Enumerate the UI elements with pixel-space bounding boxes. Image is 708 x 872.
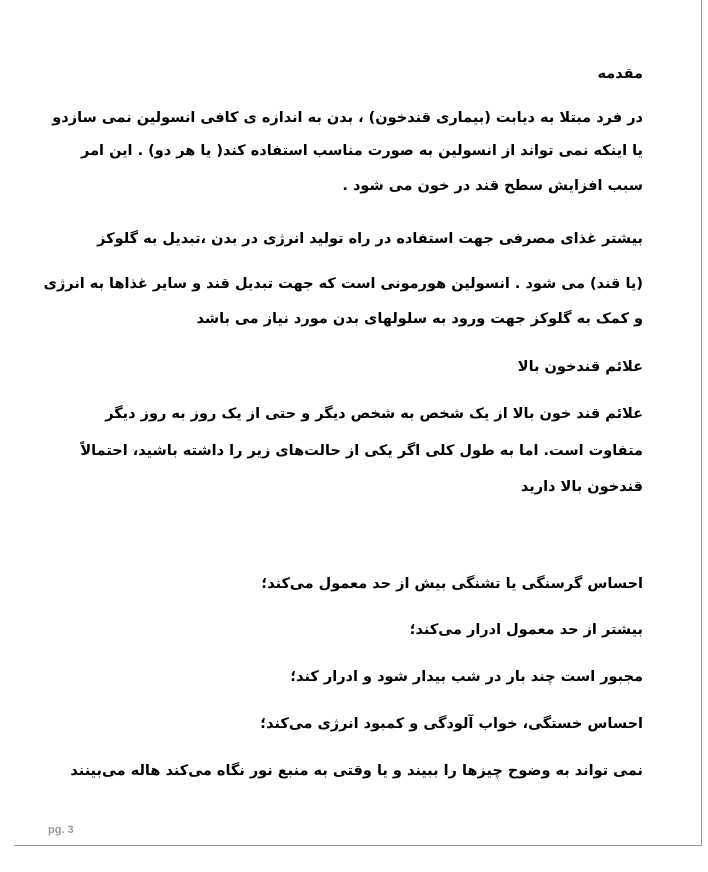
document-page: [14, 0, 702, 846]
symptom-item: مجبور است چند بار در شب بیدار شود و ادرار کند؛: [290, 669, 643, 685]
page-number: pg. 3: [48, 824, 74, 836]
heading-introduction: مقدمه: [597, 66, 643, 82]
paragraph3-line-2: متفاوت است. اما به طول کلی اگر یکی از حالت‌های زیر را داشته باشید، احتمالاً: [80, 443, 643, 459]
paragraph3-line-1: علائم قند خون بالا از یک شخص به شخص دیگر و حتی از یک روز به روز دیگر: [105, 406, 643, 422]
symptom-item: نمی تواند به وضوح چیزها را ببیند و یا وقتی به منبع نور نگاه می‌کند هاله می‌بینند: [70, 763, 643, 779]
symptom-item: احساس گرسنگی یا تشنگی بیش از حد معمول می‌کند؛: [261, 576, 643, 592]
intro-line-2: یا اینکه نمی تواند از انسولین به صورت مناسب استفاده کند( یا هر دو) . این امر: [81, 143, 643, 159]
heading-symptoms: علائم قندخون بالا: [517, 359, 643, 375]
symptom-item: احساس خستگی، خواب آلودگی و کمبود انرژی می‌کند؛: [260, 716, 643, 732]
paragraph2-line-3: و کمک به گلوکز جهت ورود به سلولهای بدن مورد نیاز می باشد: [196, 311, 643, 327]
intro-line-1: در فرد مبتلا به دیابت (بیماری قندخون) ، بدن به اندازه ی کافی انسولین نمی سازدو: [52, 110, 643, 126]
paragraph3-line-3: قندخون بالا دارید: [520, 479, 643, 495]
paragraph2-line-2: (یا قند) می شود . انسولین هورمونی است که جهت تبدیل قند و سایر غذاها به انرژی: [43, 276, 643, 292]
paragraph2-line-1: بیشتر غذای مصرفی جهت استفاده در راه تولید انرژی در بدن ،تبدیل به گلوکز: [97, 231, 643, 247]
intro-line-3: سبب افزایش سطح قند در خون می شود .: [342, 178, 643, 194]
symptom-item: بیشتر از حد معمول ادرار می‌کند؛: [409, 622, 643, 638]
